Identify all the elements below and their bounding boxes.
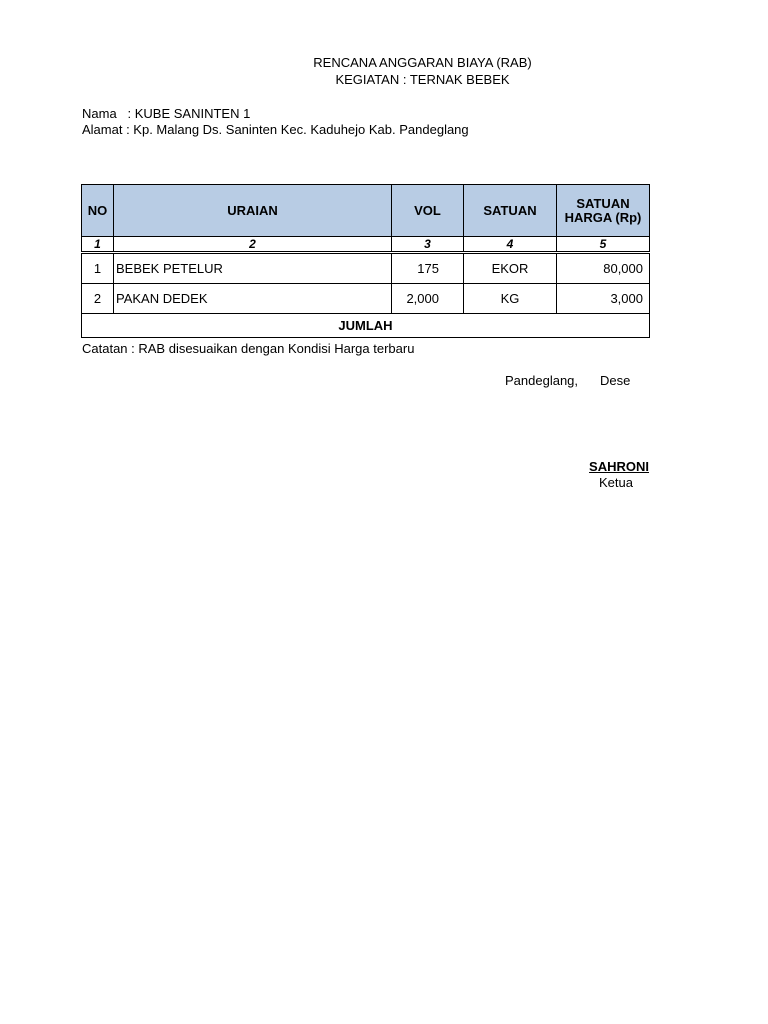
total-label: JUMLAH — [82, 314, 650, 338]
header-no: NO — [82, 185, 114, 237]
col-number: 2 — [114, 237, 392, 253]
document-subtitle: KEGIATAN : TERNAK BEBEK — [335, 72, 510, 87]
col-number: 3 — [392, 237, 464, 253]
cell-harga: 80,000 — [557, 253, 650, 284]
table-header-row — [82, 185, 650, 237]
cell-satuan: KG — [464, 284, 557, 314]
signer-name: SAHRONI — [589, 459, 649, 474]
total-row — [82, 314, 650, 338]
table-row — [82, 284, 650, 314]
cell-no: 2 — [82, 284, 114, 314]
cell-uraian: BEBEK PETELUR — [114, 253, 392, 284]
cell-no: 1 — [82, 253, 114, 284]
header-uraian: URAIAN — [114, 185, 392, 237]
table-row — [82, 253, 650, 284]
header-vol: VOL — [392, 185, 464, 237]
header-harga: SATUAN HARGA (Rp) — [557, 185, 650, 237]
signature-place: Pandeglang, — [505, 373, 579, 388]
nama-line: Nama : KUBE SANINTEN 1 — [82, 106, 251, 121]
cell-harga: 3,000 — [557, 284, 650, 314]
signature-place-date — [505, 373, 630, 388]
col-number: 5 — [557, 237, 650, 253]
cell-satuan: EKOR — [464, 253, 557, 284]
cell-vol: 2,000 — [392, 284, 464, 314]
col-number: 4 — [464, 237, 557, 253]
signer-role: Ketua — [599, 475, 633, 490]
col-number: 1 — [82, 237, 114, 253]
column-number-row — [82, 237, 650, 253]
alamat-line: Alamat : Kp. Malang Ds. Saninten Kec. Kaduhejo Kab. Pandeglang — [82, 122, 469, 137]
cell-uraian: PAKAN DEDEK — [114, 284, 392, 314]
header-satuan: SATUAN — [464, 185, 557, 237]
signature-month: Dese — [600, 373, 631, 388]
rab-table — [81, 184, 650, 338]
cell-vol: 175 — [392, 253, 464, 284]
document-title: RENCANA ANGGARAN BIAYA (RAB) — [313, 55, 532, 70]
catatan-note: Catatan : RAB disesuaikan dengan Kondisi Harga terbaru — [82, 341, 415, 356]
